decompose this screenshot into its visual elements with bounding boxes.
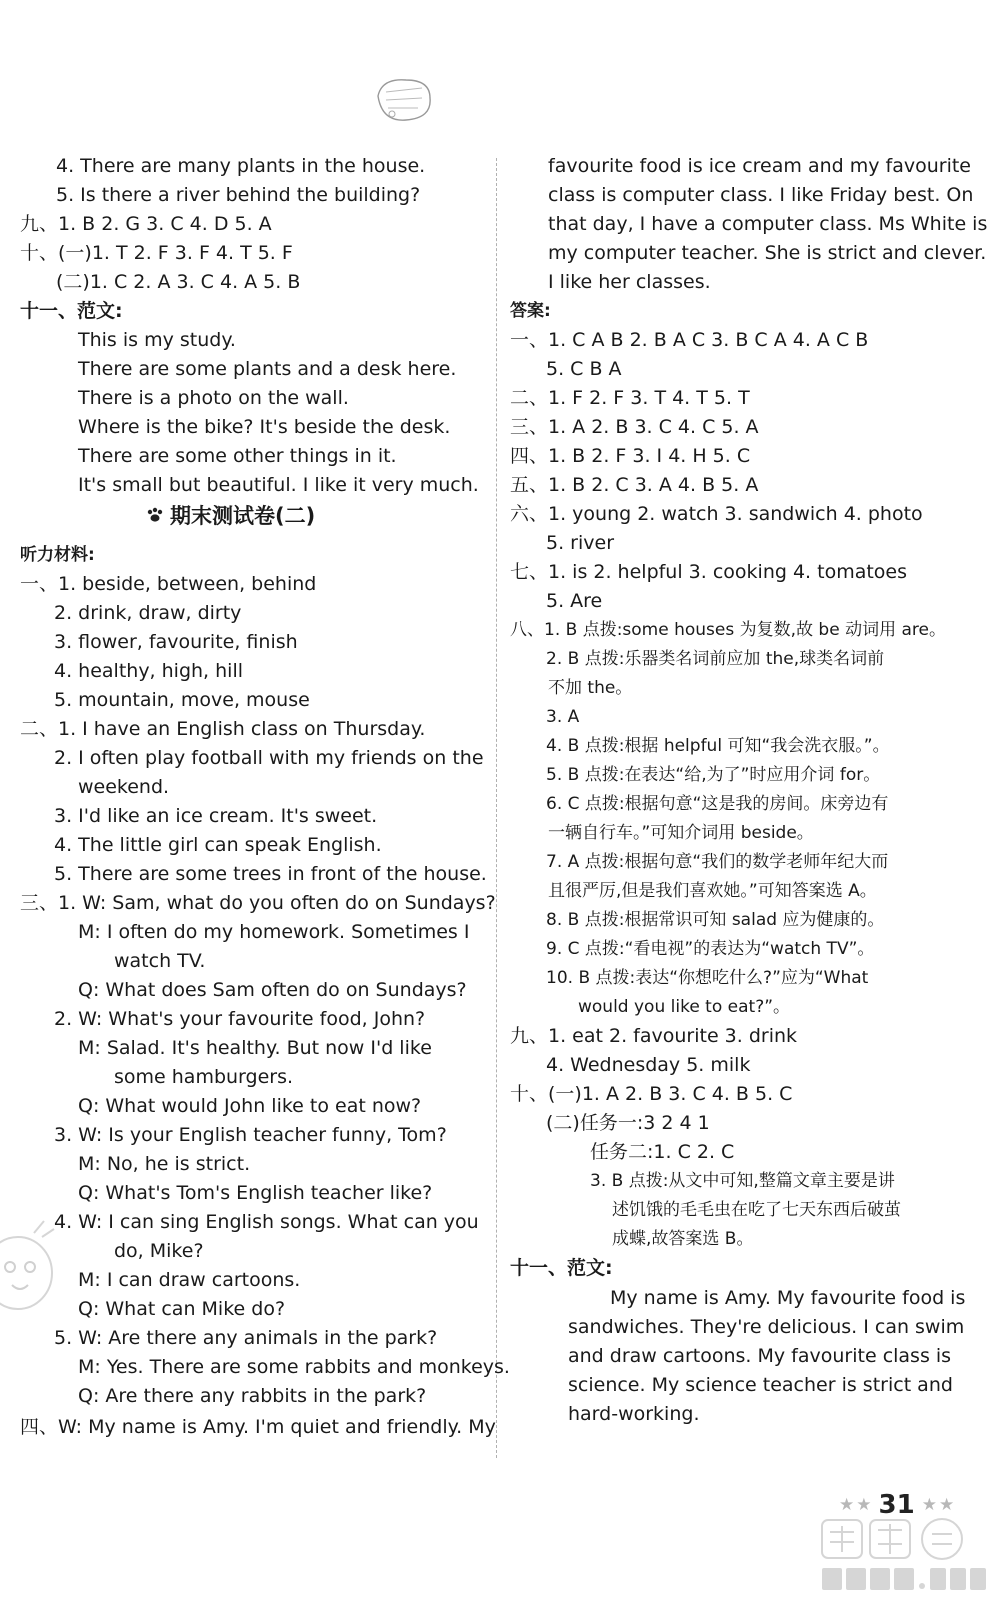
text-line: science. My science teacher is strict and xyxy=(568,1374,953,1396)
text-line: M: Salad. It's healthy. But now I'd like xyxy=(78,1037,432,1059)
page-number: 31 xyxy=(878,1490,915,1520)
column-divider xyxy=(496,158,497,1458)
star-icon: ★ xyxy=(856,1495,872,1515)
text-line: This is my study. xyxy=(78,329,236,351)
stamp-logo-icon xyxy=(372,74,436,126)
answer-line: 3. B 点拨:从文中可知,整篇文章主要是讲 xyxy=(590,1171,895,1191)
star-icon: ★ xyxy=(921,1495,937,1515)
text-line: 5. Is there a river behind the building? xyxy=(56,184,421,206)
answer-line: (二)1. C 2. A 3. C 4. A 5. B xyxy=(56,271,301,293)
answer-line: 八、1. B 点拨:some houses 为复数,故 be 动词用 are。 xyxy=(510,620,946,640)
text-line: class is computer class. I like Friday best. On xyxy=(548,184,974,206)
answer-line: 十、(一)1. T 2. F 3. F 4. T 5. F xyxy=(20,242,293,264)
answer-line: 二、1. F 2. F 3. T 4. T 5. T xyxy=(510,387,750,409)
section-heading: 十一、范文: xyxy=(20,300,123,322)
text-line: watch TV. xyxy=(114,950,206,972)
answer-line: 三、1. A 2. B 3. C 4. C 5. A xyxy=(510,416,759,438)
text-line: My name is Amy. My favourite food is xyxy=(610,1287,966,1309)
paw-icon xyxy=(146,507,164,523)
text-line: 3. W: Is your English teacher funny, Tom? xyxy=(54,1124,447,1146)
star-icon: ★ xyxy=(839,1495,855,1515)
answer-line: 5. C B A xyxy=(546,358,622,380)
answer-line: 5. B 点拨:在表达“给,为了”时应用介词 for。 xyxy=(546,765,881,785)
text-line: 5. There are some trees in front of the house. xyxy=(54,863,487,885)
text-line: 4. There are many plants in the house. xyxy=(56,155,426,177)
text-line: 2. I often play football with my friends on the xyxy=(54,747,484,769)
text-line: There are some other things in it. xyxy=(78,445,397,467)
text-line: 2. W: What's your favourite food, John? xyxy=(54,1008,426,1030)
text-line: some hamburgers. xyxy=(114,1066,294,1088)
text-line: 三、1. W: Sam, what do you often do on Sundays? xyxy=(20,892,496,914)
answer-line: 七、1. is 2. helpful 3. cooking 4. tomatoes xyxy=(510,561,908,583)
text-line: 2. drink, draw, dirty xyxy=(54,602,242,624)
text-line: and draw cartoons. My favourite class is xyxy=(568,1345,952,1367)
answer-line: 一辆自行车。”可知介词用 beside。 xyxy=(548,823,814,843)
star-icon: ★ xyxy=(938,1495,955,1515)
text-line: favourite food is ice cream and my favourite xyxy=(548,155,971,177)
answer-line: 四、1. B 2. F 3. I 4. H 5. C xyxy=(510,445,751,467)
answer-line: would you like to eat?”。 xyxy=(578,997,791,1017)
text-line: sandwiches. They're delicious. I can swim xyxy=(568,1316,965,1338)
text-line: M: I can draw cartoons. xyxy=(78,1269,301,1291)
answer-line: 10. B 点拨:表达“你想吃什么?”应为“What xyxy=(546,968,869,988)
answer-line: 6. C 点拨:根据句意“这是我的房间。床旁边有 xyxy=(546,794,889,814)
text-line: I like her classes. xyxy=(548,271,711,293)
section-heading: 十一、范文: xyxy=(510,1257,613,1279)
answer-line: 2. B 点拨:乐器类名词前应加 the,球类名词前 xyxy=(546,649,885,669)
answer-line: 5. river xyxy=(546,532,615,554)
answer-line: 成蝶,故答案选 B。 xyxy=(612,1229,754,1249)
answer-line: 九、1. B 2. G 3. C 4. D 5. A xyxy=(20,213,272,235)
answer-line: (二)任务一:3 2 4 1 xyxy=(546,1112,710,1134)
text-line: Q: What's Tom's English teacher like? xyxy=(78,1182,433,1204)
text-line: Q: What would John like to eat now? xyxy=(78,1095,422,1117)
text-line: 四、W: My name is Amy. I'm quiet and friendly. My xyxy=(20,1416,496,1438)
answer-line: 九、1. eat 2. favourite 3. drink xyxy=(510,1025,798,1047)
answer-line: 7. A 点拨:根据句意“我们的数学老师年纪大而 xyxy=(546,852,889,872)
text-line: There is a photo on the wall. xyxy=(78,387,349,409)
text-line: Where is the bike? It's beside the desk. xyxy=(78,416,451,438)
watermark-logo xyxy=(808,1512,988,1598)
text-line: M: No, he is strict. xyxy=(78,1153,251,1175)
text-line: M: Yes. There are some rabbits and monkeys. xyxy=(78,1356,510,1378)
answer-line: 述饥饿的毛毛虫在吃了七天东西后破茧 xyxy=(612,1200,901,1220)
text-line: that day, I have a computer class. Ms White is xyxy=(548,213,988,235)
answer-line: 不加 the。 xyxy=(548,678,633,698)
text-line: 4. W: I can sing English songs. What can you xyxy=(54,1211,479,1233)
text-line: 3. flower, favourite, finish xyxy=(54,631,298,653)
text-line: my computer teacher. She is strict and clever. xyxy=(548,242,987,264)
text-line: 4. The little girl can speak English. xyxy=(54,834,382,856)
text-line: 一、1. beside, between, behind xyxy=(20,573,317,595)
answer-line: 4. B 点拨:根据 helpful 可知“我会洗衣服。”。 xyxy=(546,736,890,756)
section-heading: 答案: xyxy=(510,301,551,321)
text-line: weekend. xyxy=(78,776,170,798)
answer-line: 9. C 点拨:“看电视”的表达为“watch TV”。 xyxy=(546,939,875,959)
answer-line: 8. B 点拨:根据常识可知 salad 应为健康的。 xyxy=(546,910,885,930)
text-line: 3. I'd like an ice cream. It's sweet. xyxy=(54,805,378,827)
text-line: There are some plants and a desk here. xyxy=(78,358,457,380)
answer-line: 五、1. B 2. C 3. A 4. B 5. A xyxy=(510,474,759,496)
text-line: 4. healthy, high, hill xyxy=(54,660,244,682)
answer-line: 十、(一)1. A 2. B 3. C 4. B 5. C xyxy=(510,1083,793,1105)
text-line: Q: What does Sam often do on Sundays? xyxy=(78,979,467,1001)
answer-line: 任务二:1. C 2. C xyxy=(590,1141,735,1163)
answer-line: 一、1. C A B 2. B A C 3. B C A 4. A C B xyxy=(510,329,869,351)
cartoon-chick-icon xyxy=(0,1215,60,1325)
text-line: It's small but beautiful. I like it very much. xyxy=(78,474,479,496)
text-line: do, Mike? xyxy=(114,1240,204,1262)
section-heading: 听力材料: xyxy=(20,545,95,565)
text-line: hard-working. xyxy=(568,1403,700,1425)
text-line: Q: Are there any rabbits in the park? xyxy=(78,1385,427,1407)
answer-line: 且很严厉,但是我们喜欢她。”可知答案选 A。 xyxy=(548,881,877,901)
text-line: Q: What can Mike do? xyxy=(78,1298,286,1320)
answer-line: 4. Wednesday 5. milk xyxy=(546,1054,751,1076)
section-title-text: 期末测试卷(二) xyxy=(170,504,316,528)
answer-line: 5. Are xyxy=(546,590,603,612)
answer-line: 3. A xyxy=(546,707,580,727)
text-line: 二、1. I have an English class on Thursday. xyxy=(20,718,426,740)
text-line: 5. mountain, move, mouse xyxy=(54,689,310,711)
text-line: 5. W: Are there any animals in the park? xyxy=(54,1327,438,1349)
section-title xyxy=(146,502,315,531)
text-line: M: I often do my homework. Sometimes I xyxy=(78,921,470,943)
answer-line: 六、1. young 2. watch 3. sandwich 4. photo xyxy=(510,503,923,525)
